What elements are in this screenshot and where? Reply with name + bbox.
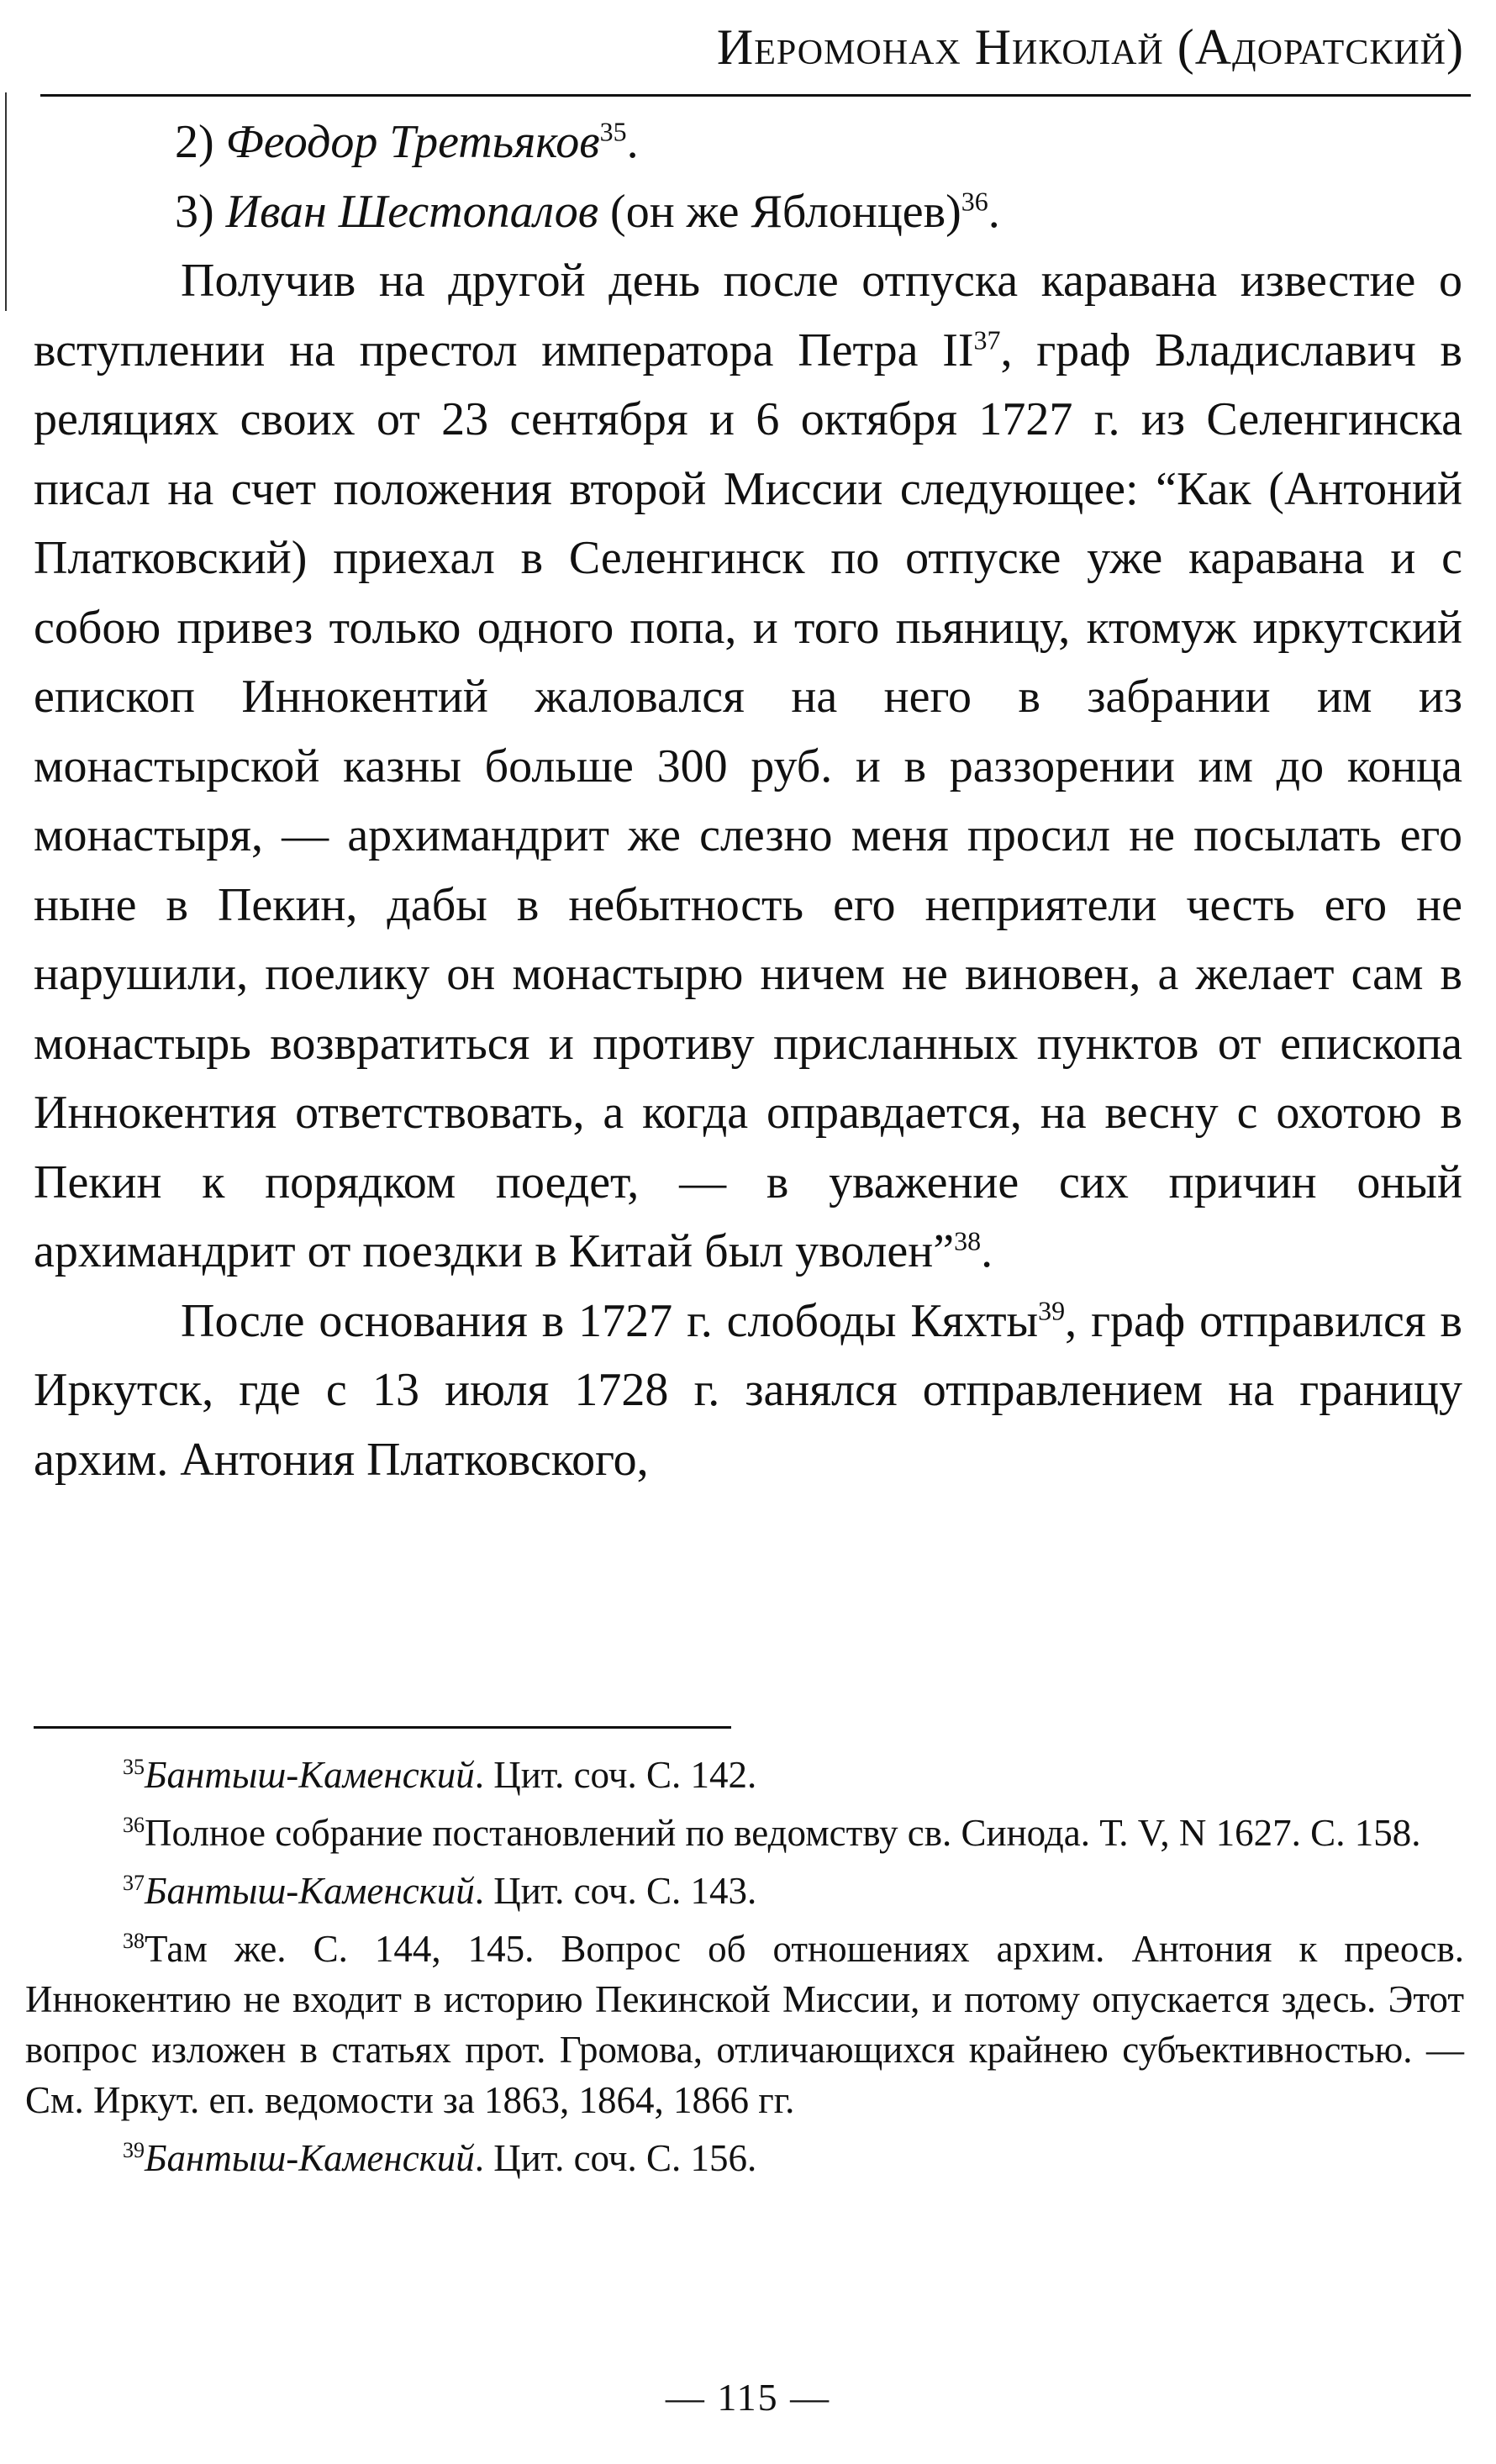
footnote-text: Полное собрание постановлений по ведомству св. Синода. Т. V, N 1627. С. 158. bbox=[145, 1812, 1421, 1854]
footnote-rule bbox=[34, 1726, 731, 1729]
footnote-number: 35 bbox=[123, 1755, 145, 1779]
punctuation: . bbox=[626, 116, 639, 168]
paragraph-text: , граф Владиславич в реляциях своих от 23 сентября и 6 октября 1727 г. из Селенгинска писал на счет положения второй Миссии следующее: “Как (Антоний Платковский) приехал в Селенгинск по отпуске уже каравана и с собою привез только одного попа, и того пьяницу, ктомуж иркутский епископ Иннокентий жаловался на него в забрании им из монастырской казны больше 300 руб. и в раззорении им до конца монастыря, — архимандрит же слезно меня просил не посылать его ныне в Пекин, дабы в небытность его неприятели честь его не нарушили, поелику он монастырю ничем не виновен, а желает сам в монастырь возвратиться и противу присланных пунктов от епископа Иннокентия ответствовать, а когда оправдается, на весну с охотою в Пекин к порядком поедет, — в уважение сих причин оный архимандрит от поездки в Китай был уволен” bbox=[34, 324, 1462, 1277]
person-name: Феодор Третьяков bbox=[225, 116, 600, 168]
footnote-text: Там же. С. 144, 145. Вопрос об отношениях архим. Антония к преосв. Иннокентию не входит в историю Пекинской Миссии, и потому опускается здесь. Этот вопрос изложен в статьях прот. Громова, отличающихся крайнею субъективностью. — См. Иркут. еп. ведомости за 1863, 1864, 1866 гг. bbox=[25, 1928, 1464, 2121]
footnote-38 bbox=[25, 1924, 1464, 2125]
list-item-3 bbox=[34, 177, 1462, 247]
paragraph-2 bbox=[34, 1287, 1462, 1495]
paragraph-text: Получив на другой день после отпуска каравана известие о вступлении на престол императора Петра II bbox=[34, 255, 1462, 376]
item-number: 2) bbox=[175, 116, 214, 168]
footnote-author: Бантыш-Каменский bbox=[145, 1870, 475, 1912]
footnote-35 bbox=[25, 1750, 1464, 1800]
footnote-ref: 37 bbox=[973, 324, 1001, 355]
paragraph-text: , граф отправился в Иркутск, где с 13 июля 1728 г. занялся отправлением на границу архим. Антония Платковского, bbox=[34, 1294, 1463, 1486]
paragraph-text: После основания в 1727 г. слободы Кяхты bbox=[181, 1294, 1039, 1347]
list-item-2 bbox=[34, 108, 1462, 177]
person-name: Иван Шестопалов bbox=[225, 185, 599, 238]
footnote-ref: 39 bbox=[1038, 1294, 1066, 1325]
page-number: — 115 — bbox=[665, 2376, 831, 2419]
footnote-number: 38 bbox=[123, 1929, 145, 1953]
footnotes bbox=[25, 1750, 1464, 2191]
punctuation: . bbox=[981, 1225, 993, 1277]
paragraph-1 bbox=[34, 246, 1462, 1287]
footnote-ref: 35 bbox=[599, 116, 627, 147]
footnote-text: . Цит. соч. С. 143. bbox=[474, 1870, 757, 1912]
item-number: 3) bbox=[175, 185, 214, 238]
footnote-ref: 38 bbox=[954, 1225, 982, 1256]
margin-mark bbox=[5, 92, 12, 311]
footnote-author: Бантыш-Каменский bbox=[145, 1754, 475, 1796]
header-rule bbox=[40, 94, 1471, 97]
footnote-ref: 36 bbox=[961, 185, 988, 216]
alias-text: (он же Яблонцев) bbox=[598, 185, 961, 238]
footnote-37 bbox=[25, 1866, 1464, 1916]
main-text bbox=[34, 108, 1462, 1494]
footnote-text: . Цит. соч. С. 142. bbox=[474, 1754, 757, 1796]
footnote-number: 39 bbox=[123, 2138, 145, 2162]
running-header: Иеромонах Николай (Адоратский) bbox=[716, 19, 1464, 75]
footnote-author: Бантыш-Каменский bbox=[145, 2137, 475, 2179]
footnote-text: . Цит. соч. С. 156. bbox=[474, 2137, 757, 2179]
footnote-number: 37 bbox=[123, 1871, 145, 1895]
punctuation: . bbox=[988, 185, 1000, 238]
footnote-39 bbox=[25, 2133, 1464, 2183]
footnote-number: 36 bbox=[123, 1813, 145, 1837]
footnote-36 bbox=[25, 1808, 1464, 1858]
